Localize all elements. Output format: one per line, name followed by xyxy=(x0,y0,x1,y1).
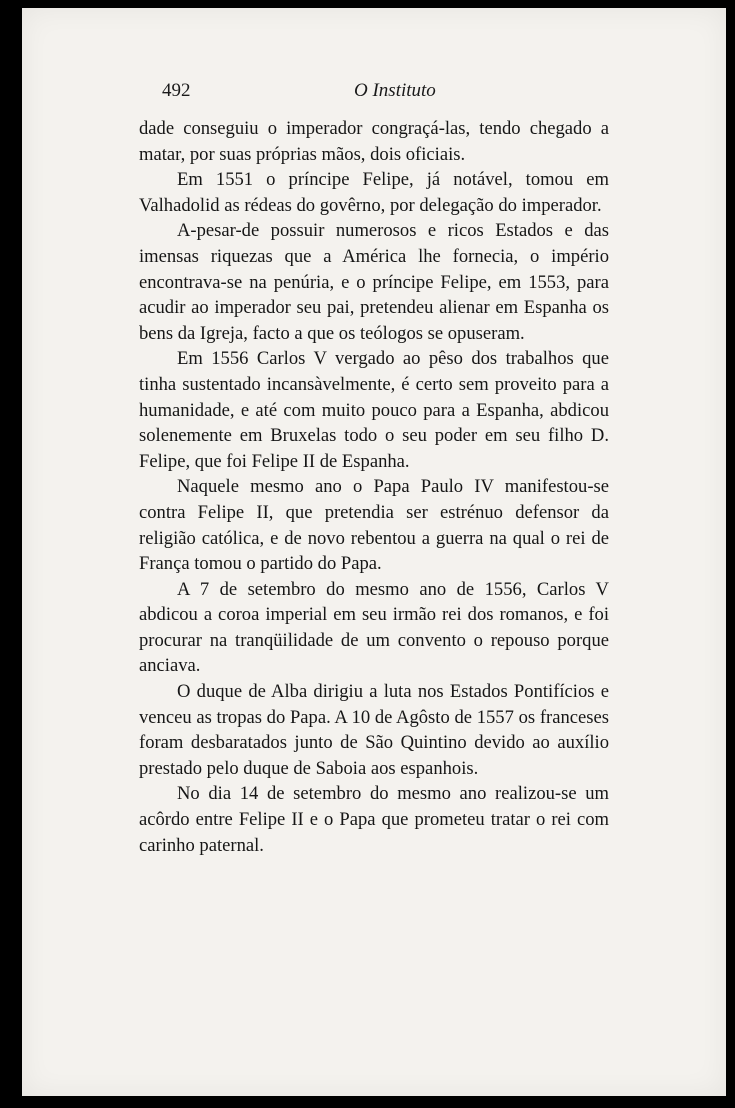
paragraph: No dia 14 de setembro do mesmo ano realizou-se um acôrdo entre Felipe II e o Papa que prometeu tratar o rei com carinho paternal. xyxy=(139,783,609,856)
paragraph: Naquele mesmo ano o Papa Paulo IV manifestou-se contra Felipe II, que pretendia ser estrénuo defensor da religião católica, e de novo rebentou a guerra na qual o rei de França tomou o partido do Papa. xyxy=(139,476,609,575)
paragraph: Em 1556 Carlos V vergado ao pêso dos trabalhos que tinha sustentado incansàvelmente, é certo sem proveito para a humanidade, e até com muito pouco para a Espanha, abdicou solenemente em Bruxelas todo o seu poder em seu filho D. Felipe, que foi Felipe II de Espanha. xyxy=(139,348,609,472)
page-number: 492 xyxy=(162,80,191,101)
running-title: O Instituto xyxy=(354,80,436,101)
body-text xyxy=(139,116,609,858)
page-header xyxy=(162,80,652,106)
paragraph: A 7 de setembro do mesmo ano de 1556, Carlos V abdicou a coroa imperial em seu irmão rei dos romanos, e foi procurar na tranqüilidade de um convento o repouso porque anciava. xyxy=(139,578,609,677)
paragraph: A-pesar-de possuir numerosos e ricos Estados e das imensas riquezas que a América lhe fornecia, o império encontrava-se na penúria, e o príncipe Felipe, em 1553, para acudir ao imperador seu pai, pretendeu alienar em Espanha os bens da Igreja, facto a que os teólogos se opuseram. xyxy=(139,220,609,344)
paragraph-continuation: dade conseguiu o imperador congraçá-las, tendo chegado a matar, por suas próprias mãos, dois oficiais. xyxy=(139,118,609,165)
paragraph: O duque de Alba dirigiu a luta nos Estados Pontifícios e venceu as tropas do Papa. A 10 de Agôsto de 1557 os franceses foram desbaratados junto de São Quintino devido ao auxílio prestado pelo duque de Saboia aos espanhois. xyxy=(139,681,609,779)
paragraph: Em 1551 o príncipe Felipe, já notável, tomou em Valhadolid as rédeas do govêrno, por delegação do imperador. xyxy=(139,169,609,216)
